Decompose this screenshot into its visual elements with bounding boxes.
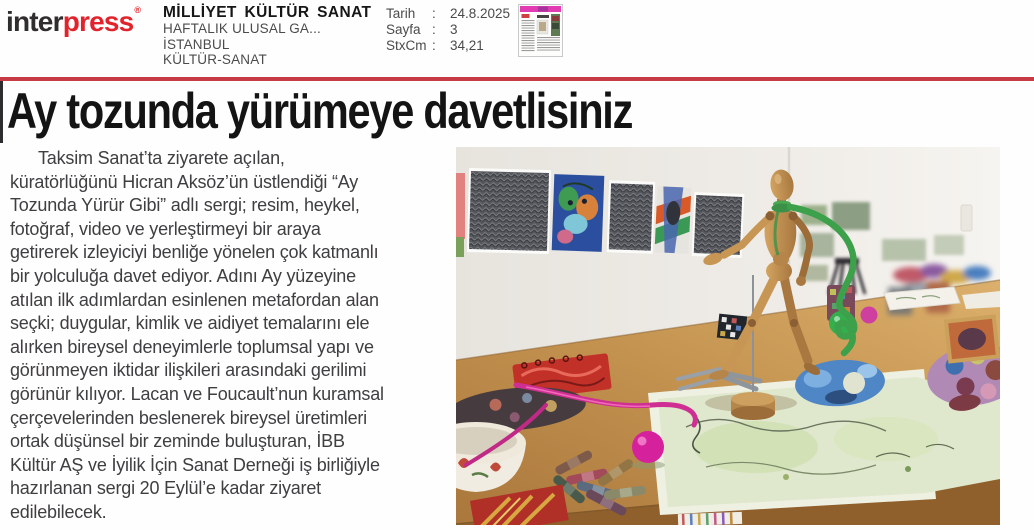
publication-name: MİLLİYET KÜLTÜR SANAT: [163, 4, 372, 21]
charcoal-drawing: [607, 180, 655, 254]
body-line: bir yolculuğa davet ediyor. Adını Ay yüzeyine: [10, 265, 356, 286]
magenta-ball: [631, 431, 665, 469]
meta-label-page: Sayfa: [386, 22, 421, 37]
article-body: [10, 147, 458, 525]
body-line: Taksim Sanat’ta ziyarete açılan,: [38, 148, 285, 168]
article-headline: Ay tozunda yürümeye davetlisiniz: [7, 83, 633, 139]
small-pink-ball: [861, 307, 878, 324]
publication-type: HAFTALIK ULUSAL GA...: [163, 21, 321, 36]
body-line: alırken bireysel deneyimlerle toplumsal yapı ve: [10, 336, 374, 357]
meta-row-page: Sayfa : 3: [386, 22, 458, 37]
publication-section: KÜLTÜR-SANAT: [163, 52, 267, 67]
body-line: seçki; duygular, kimlik ve aidiyet temalarını ele: [10, 313, 370, 334]
body-line: edilebilecek.: [10, 501, 107, 522]
meta-label-stxcm: StxCm: [386, 38, 427, 53]
body-line: getirerek izleyiciyi benliğe yönelen çok katmanlı: [10, 242, 379, 263]
logo-prefix: inter: [6, 6, 63, 37]
clipping-meta: [386, 6, 510, 54]
body-line: küratörlüğünü Hicran Aksöz’ün üstlendiği “Ay: [10, 171, 359, 192]
body-line: görünmeyen iktidar ilişkileri arasındaki gerilimi: [10, 360, 367, 381]
newspaper-thumbnail-graphic: [518, 4, 563, 57]
meta-row-date: Tarih : 24.8.2025: [386, 6, 511, 21]
interpress-logo: [6, 5, 141, 37]
body-line: hazırlanan sergi 20 Eylül’e kadar ziyaret: [10, 478, 321, 499]
clip-edge-sliver: [0, 81, 3, 143]
publication-city: İSTANBUL: [163, 36, 230, 52]
gallery-photo-graphic: [456, 147, 1000, 525]
body-line: Kültür AŞ ve İyilik İçin Sanat Derneği iş birliğiyle: [10, 454, 380, 475]
body-line: atılan ilk adımlardan esinlenen metafordan alan: [10, 289, 379, 310]
body-line: görünür kılıyor. Lacan ve Foucault’nun kuramsal: [10, 383, 384, 404]
meta-label-date: Tarih: [386, 6, 416, 21]
body-line: ortak düşünsel bir zeminde buluşturan, İBB: [10, 431, 345, 452]
body-line: Tozunda Yürür Gibi” adlı sergi; resim, heykel,: [10, 195, 360, 216]
colorful-painting: [655, 186, 692, 253]
charcoal-drawing: [467, 168, 551, 254]
colorful-painting: [552, 174, 605, 252]
registered-mark-icon: ®: [134, 5, 141, 15]
meta-value-date: 24.8.2025: [450, 6, 511, 21]
meta-row-stxcm: StxCm : 34,21: [386, 38, 484, 53]
body-line: fotoğraf, video ve yerleştirmeyi bir araya: [10, 218, 321, 239]
body-line: çerçevelerinden beslenerek bireysel üretimleri: [10, 407, 367, 428]
newspaper-page-thumbnail: [518, 4, 563, 57]
article-photo: [456, 147, 1000, 525]
publication-info: [163, 4, 371, 68]
framed-artwork: [944, 314, 1000, 363]
meta-value-stxcm: 34,21: [450, 38, 484, 53]
meta-value-page: 3: [450, 22, 458, 37]
accent-rule: [0, 77, 1034, 81]
striped-paper: [678, 512, 742, 525]
logo-suffix: press: [62, 6, 134, 37]
